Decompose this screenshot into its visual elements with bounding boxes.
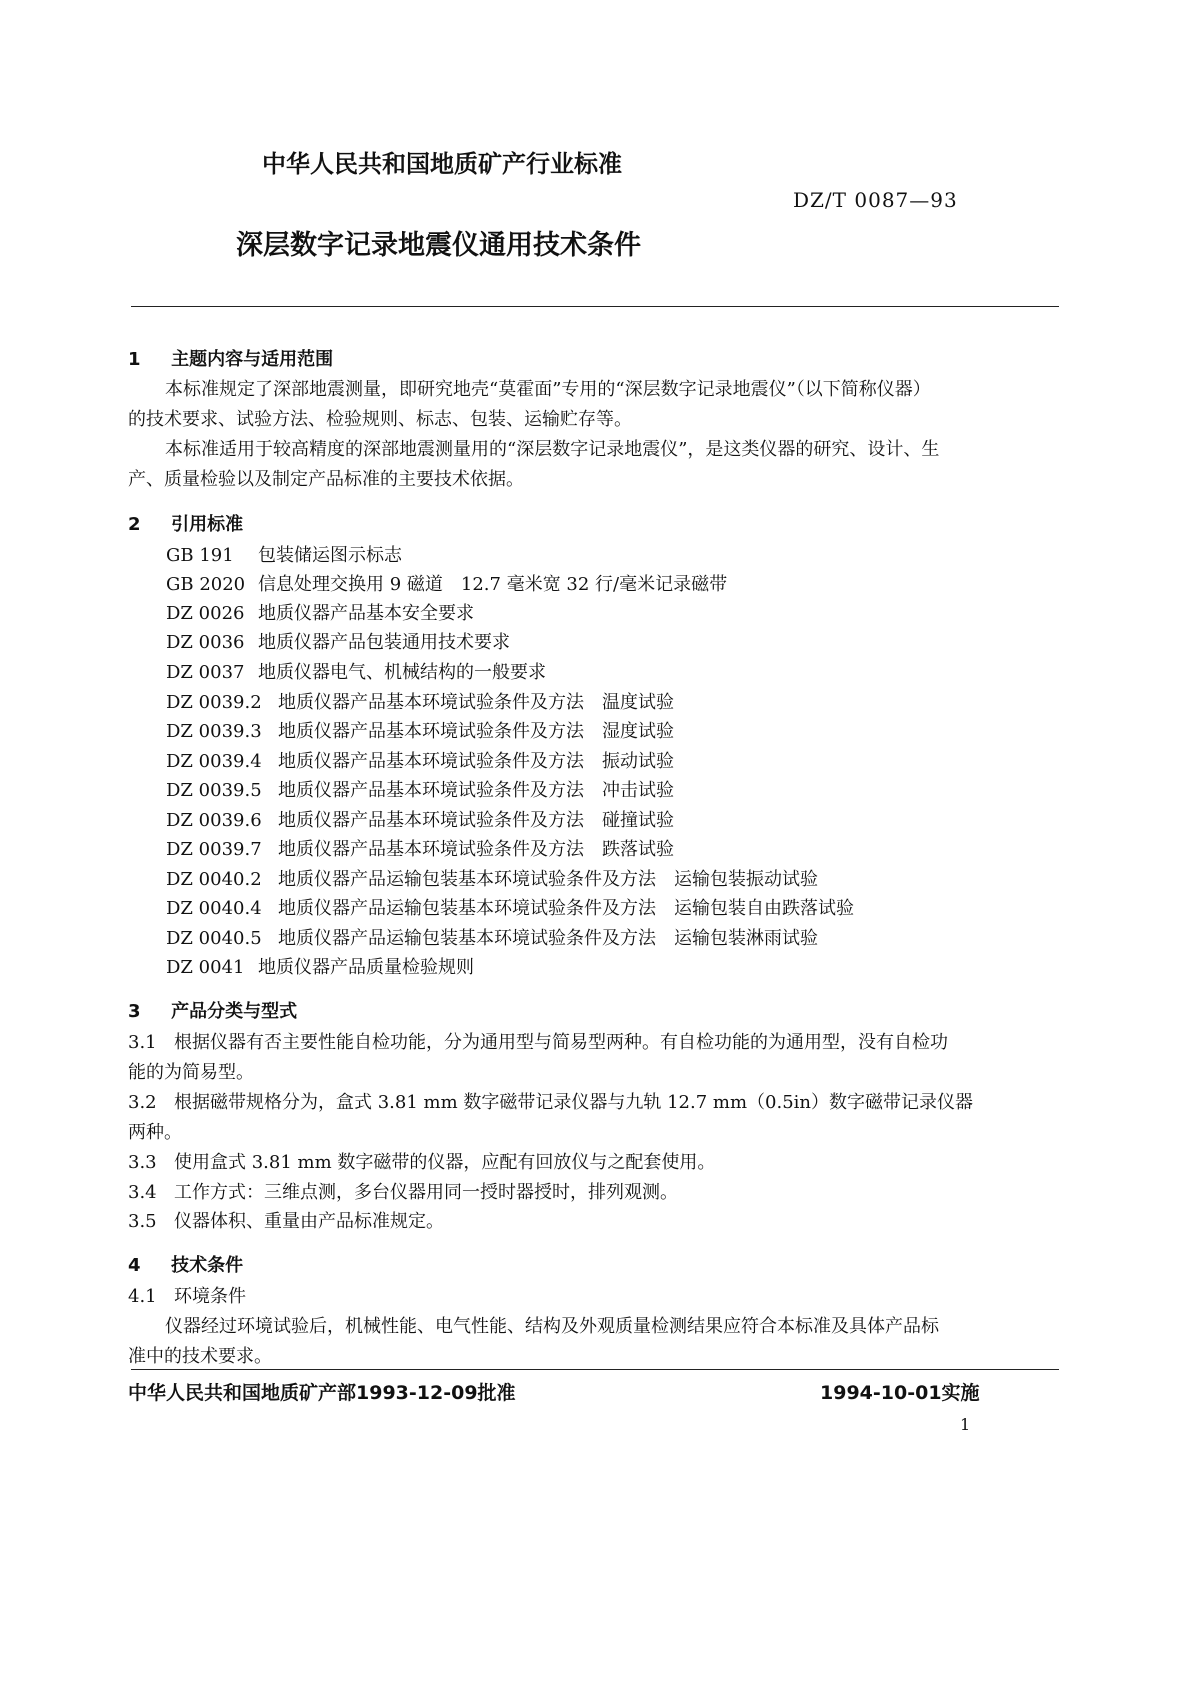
section-title: 主题内容与适用范围	[171, 349, 334, 370]
org-title: 中华人民共和国地质矿产行业标准	[262, 150, 622, 178]
reference-item: DZ 0039.5 地质仪器产品基本环境试验条件及方法 冲击试验	[166, 780, 674, 801]
reference-item: DZ 0040.2 地质仪器产品运输包装基本环境试验条件及方法 运输包装振动试验	[166, 869, 818, 890]
approval-line: 中华人民共和国地质矿产部1993-12-09批准	[128, 1382, 516, 1404]
section-title: 技术条件	[171, 1255, 244, 1276]
section-number: 1	[128, 349, 141, 370]
section-1-para2-line2: 产、质量检验以及制定产品标准的主要技术依据。	[128, 469, 524, 490]
reference-item: DZ 0039.6 地质仪器产品基本环境试验条件及方法 碰撞试验	[166, 810, 674, 831]
reference-item: GB 2020 信息处理交换用 9 磁道 12.7 毫米宽 32 行/毫米记录磁带	[166, 574, 728, 595]
clause-4-1: 4.1 环境条件	[128, 1286, 246, 1307]
section-title: 产品分类与型式	[171, 1001, 298, 1022]
section-number: 3	[128, 1001, 141, 1022]
reference-item: DZ 0041 地质仪器产品质量检验规则	[166, 957, 474, 978]
reference-item: DZ 0040.5 地质仪器产品运输包装基本环境试验条件及方法 运输包装淋雨试验	[166, 928, 818, 949]
page-number: 1	[960, 1415, 971, 1434]
section-1-heading	[128, 345, 333, 371]
section-number: 4	[128, 1255, 141, 1276]
section-4-heading	[128, 1251, 243, 1277]
reference-item: DZ 0039.4 地质仪器产品基本环境试验条件及方法 振动试验	[166, 751, 674, 772]
section-1-para1-line1: 本标准规定了深部地震测量，即研究地壳“莫霍面”专用的“深层数字记录地震仪”（以下简称仪器）	[165, 379, 931, 400]
section-1-para2-line1: 本标准适用于较高精度的深部地震测量用的“深层数字记录地震仪”，是这类仪器的研究、设计、生	[165, 439, 940, 460]
section-3-heading	[128, 997, 297, 1023]
clause-4-1-line1: 仪器经过环境试验后，机械性能、电气性能、结构及外观质量检测结果应符合本标准及具体产品标	[165, 1316, 939, 1337]
standard-code: DZ/T 0087—93	[793, 188, 958, 212]
clause-3-1: 3.1 根据仪器有否主要性能自检功能，分为通用型与简易型两种。有自检功能的为通用型，没有自检功	[128, 1032, 948, 1053]
clause-4-1-line2: 准中的技术要求。	[128, 1346, 272, 1367]
header-divider	[131, 306, 1059, 307]
clause-3-4: 3.4 工作方式：三维点测，多台仪器用同一授时器授时，排列观测。	[128, 1182, 678, 1203]
section-2-heading	[128, 510, 243, 536]
section-number: 2	[128, 514, 141, 535]
reference-item: DZ 0040.4 地质仪器产品运输包装基本环境试验条件及方法 运输包装自由跌落试验	[166, 898, 854, 919]
doc-title: 深层数字记录地震仪通用技术条件	[236, 230, 641, 261]
reference-item: GB 191 包装储运图示标志	[166, 545, 402, 566]
reference-item: DZ 0026 地质仪器产品基本安全要求	[166, 603, 474, 624]
reference-item: DZ 0036 地质仪器产品包装通用技术要求	[166, 632, 510, 653]
clause-3-2-cont: 两种。	[128, 1122, 182, 1143]
section-1-para1-line2: 的技术要求、试验方法、检验规则、标志、包装、运输贮存等。	[128, 409, 632, 430]
reference-item: DZ 0039.7 地质仪器产品基本环境试验条件及方法 跌落试验	[166, 839, 674, 860]
clause-3-3: 3.3 使用盒式 3.81 mm 数字磁带的仪器，应配有回放仪与之配套使用。	[128, 1152, 716, 1173]
effective-date: 1994-10-01实施	[820, 1382, 980, 1404]
clause-3-2: 3.2 根据磁带规格分为，盒式 3.81 mm 数字磁带记录仪器与九轨 12.7 mm（0.5in）数字磁带记录仪器	[128, 1092, 974, 1113]
section-title: 引用标准	[171, 514, 244, 535]
clause-3-5: 3.5 仪器体积、重量由产品标准规定。	[128, 1211, 444, 1232]
reference-item: DZ 0037 地质仪器电气、机械结构的一般要求	[166, 662, 546, 683]
footer-divider	[131, 1369, 1059, 1370]
clause-3-1-cont: 能的为简易型。	[128, 1062, 254, 1083]
reference-item: DZ 0039.2 地质仪器产品基本环境试验条件及方法 温度试验	[166, 692, 674, 713]
reference-item: DZ 0039.3 地质仪器产品基本环境试验条件及方法 湿度试验	[166, 721, 674, 742]
